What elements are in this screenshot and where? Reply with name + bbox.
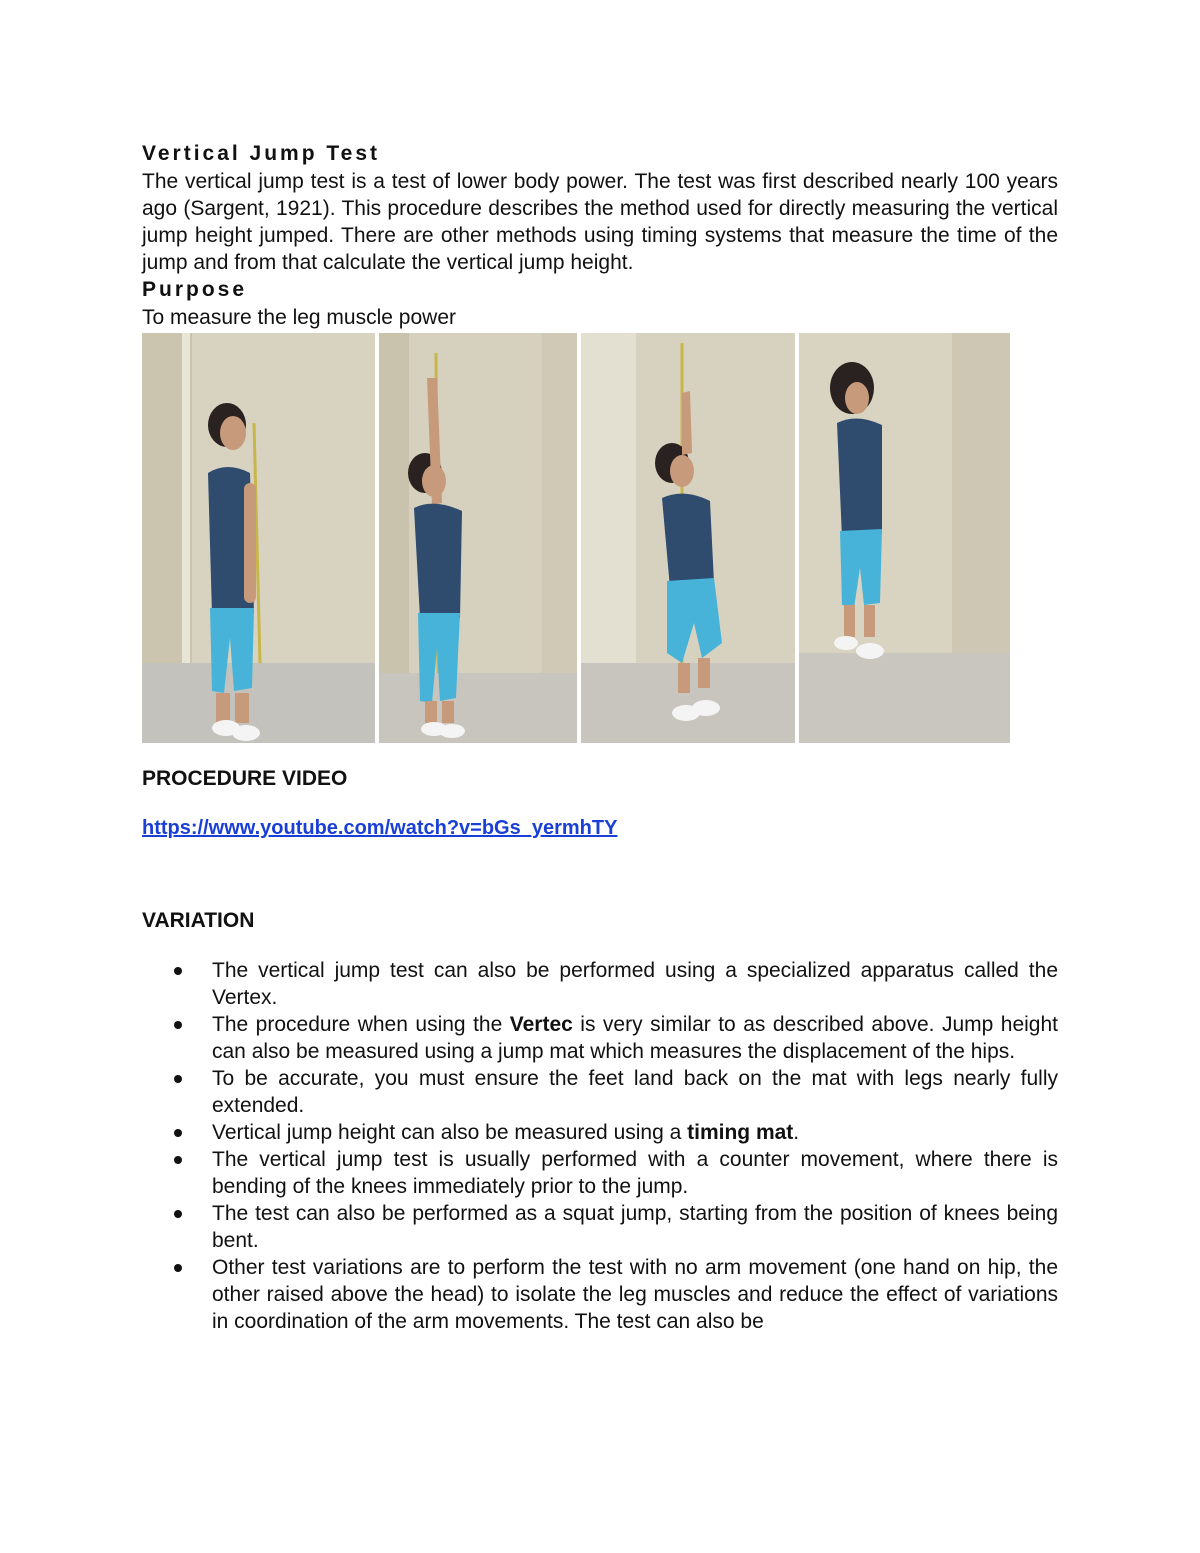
intro-paragraph: The vertical jump test is a test of lower body power. The test was first described nearly 100 years ago (Sargent, 1921). This procedure describes the method used for directly measuring the vertical jump height jumped. There are other methods using timing systems that measure the time of the jump and from that calculate the vertical jump height.	[142, 170, 1058, 274]
bullet-icon	[174, 1210, 182, 1218]
jump-photo-strip	[142, 333, 1010, 743]
list-item: Vertical jump height can also be measured using a timing mat.	[142, 1119, 1058, 1146]
photo-frame-reaching	[379, 333, 577, 743]
list-item: The procedure when using the Vertec is very similar to as described above. Jump height can also be measured using a jump mat which measures the displacement of the hips.	[142, 1011, 1058, 1065]
photo-frame-standing	[142, 333, 375, 743]
purpose-text: To measure the leg muscle power	[142, 306, 456, 329]
purpose-heading: Purpose	[142, 278, 248, 301]
list-item: The vertical jump test is usually performed with a counter movement, where there is bending of the knees immediately prior to the jump.	[142, 1146, 1058, 1200]
bullet-icon	[174, 967, 182, 975]
procedure-video-heading: PROCEDURE VIDEO	[142, 767, 348, 790]
bullet-icon	[174, 1021, 182, 1029]
photo-frame-squat	[581, 333, 795, 743]
list-item: Other test variations are to perform the test with no arm movement (one hand on hip, the other raised above the head) to isolate the leg muscles and reduce the effect of variations in coordination of the arm movements. The test can also be	[142, 1254, 1058, 1335]
photo-frame-jump	[799, 333, 1010, 743]
bullet-icon	[174, 1075, 182, 1083]
variation-list	[142, 957, 1058, 1335]
list-item: The vertical jump test can also be performed using a specialized apparatus called the Vertex.	[142, 957, 1058, 1011]
bullet-icon	[174, 1156, 182, 1164]
document-page	[142, 140, 1058, 1335]
page-title: Vertical Jump Test	[142, 142, 381, 165]
list-item: To be accurate, you must ensure the feet land back on the mat with legs nearly fully extended.	[142, 1065, 1058, 1119]
bullet-icon	[174, 1129, 182, 1137]
procedure-video-link[interactable]: https://www.youtube.com/watch?v=bGs_yermhTY	[142, 817, 618, 839]
jump-photo-strip-image	[142, 333, 1010, 743]
variation-heading: VARIATION	[142, 909, 255, 932]
bullet-icon	[174, 1264, 182, 1272]
list-item: The test can also be performed as a squat jump, starting from the position of knees being bent.	[142, 1200, 1058, 1254]
